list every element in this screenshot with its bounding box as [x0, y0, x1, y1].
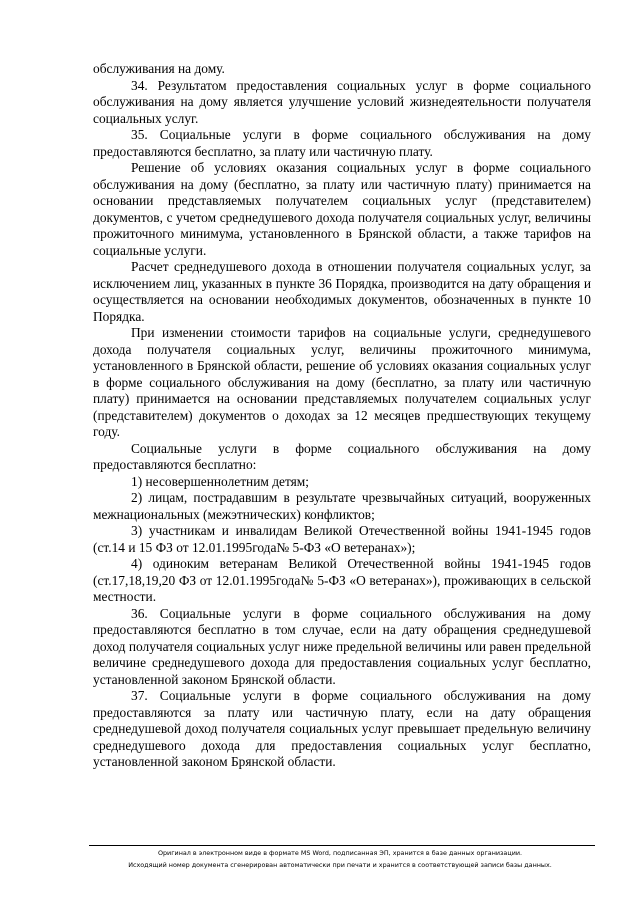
paragraph-tariff-change: При изменении стоимости тарифов на социальные услуги, среднедушевого дохода получателя социальных услуг, величины прожиточного минимума, установленного в Брянской области, решение об условиях оказания социальных услуг в форме социального обслуживания на дому (бесплатно, за плату или частичную плату) принимается на основании представляемых получателем социальных услуг (представителем) документов о доходах за 12 месяцев предшествующих текущему году.	[93, 325, 591, 439]
paragraph-income-calculation: Расчет среднедушевого дохода в отношении получателя социальных услуг, за исключением лиц, указанных в пункте 36 Порядка, производится на дату обращения и осуществляется на основании необходимых документов, обозначенных в пункте 10 Порядка.	[93, 259, 591, 324]
paragraph-item-35: 35. Социальные услуги в форме социального обслуживания на дому предоставляются бесплатно, за плату или частичную плату.	[93, 127, 591, 159]
paragraph-item-34: 34. Результатом предоставления социальных услуг в форме социального обслуживания на дому является улучшение условий жизнедеятельности получателя социальных услуг.	[93, 77, 591, 126]
paragraph-decision-conditions: Решение об условиях оказания социальных услуг в форме социального обслуживания на дому (бесплатно, за плату или частичную плату) принимается на основании представляемых получателем социальных услуг (представителем) документов, с учетом среднедушевого дохода получателя социальных услуг, величины прожиточного минимума, установленного в Брянской области, а также тарифов на социальные услуги.	[93, 160, 591, 258]
footer-note-number: Исходящий номер документа сгенерирован автоматически при печати и хранится в соответствующей записи базы данных.	[128, 861, 552, 869]
list-item-2: 2) лицам, пострадавшим в результате чрезвычайных ситуаций, вооруженных межнациональных (межэтнических) конфликтов;	[93, 490, 591, 522]
footer-divider	[89, 845, 595, 846]
list-item-3: 3) участникам и инвалидам Великой Отечественной войны 1941-1945 годов (ст.14 и 15 ФЗ от 12.01.1995года№ 5-ФЗ «О ветеранах»);	[93, 523, 591, 555]
paragraph-item-36: 36. Социальные услуги в форме социального обслуживания на дому предоставляются бесплатно в том случае, если на дату обращения среднедушевой доход получателя социальных услуг ниже предельной величины или равен предельной величине среднедушевого дохода для предоставления социальных услуг бесплатно, установленной законом Брянской области.	[93, 605, 591, 687]
list-item-4: 4) одиноким ветеранам Великой Отечественной войны 1941-1945 годов (ст.17,18,19,20 ФЗ от 12.01.1995года№ 5-ФЗ «О ветеранах»), проживающих в сельской местности.	[93, 556, 591, 604]
document-body	[93, 61, 591, 771]
paragraph-item-37: 37. Социальные услуги в форме социального обслуживания на дому предоставляются за плату или частичную плату, если на дату обращения среднедушевой доход получателя социальных услуг превышает предельную величину среднедушевого дохода для предоставления социальных услуг бесплатно, установленной законом Брянской области.	[93, 688, 591, 769]
paragraph-free-services-intro: Социальные услуги в форме социального обслуживания на дому предоставляются бесплатно:	[93, 440, 591, 472]
list-item-1: 1) несовершеннолетним детям;	[131, 473, 309, 489]
paragraph-continuation: обслуживания на дому.	[93, 61, 225, 76]
footer-note-original: Оригинал в электронном виде в формате MS Word, подписанная ЭП, хранится в базе данных организации.	[157, 849, 523, 857]
